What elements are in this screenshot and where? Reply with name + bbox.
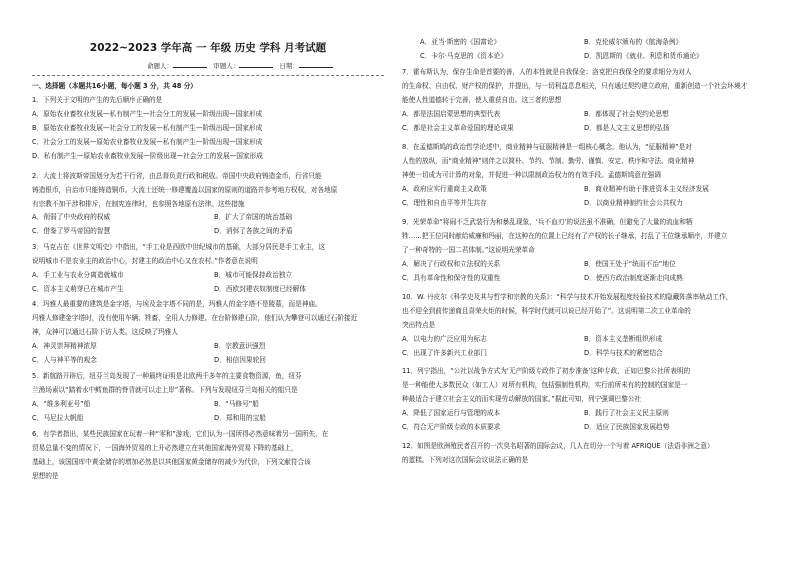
- q11-option-d: D．适应了民族国家发展趋势: [584, 423, 670, 431]
- q9-option-b: B．使国王处于“统而不治”地位: [584, 260, 676, 268]
- question-7-line-2: 的生命权、自由权、财产权的保护，并提出，与一切利益息息相关，只有通过契约建立政府，重新创造一个社会环境才: [402, 82, 748, 90]
- date-blank: [299, 60, 333, 68]
- q6-option-a: A．亚当·斯密的《国富论》: [420, 38, 501, 46]
- question-10-line-1: 10．W. 丹皮尔《科学史及其与哲学和宗教的关系》：“科学与技术开始发展程度经验技术的隐藏阵落率轨动工作，: [402, 293, 733, 301]
- q1-option-d: D．私有制产生—原始农业畜牧业发展—阶级出现—社会分工的发展—国家形成: [32, 152, 263, 160]
- question-2-line-3: 有宗教不加干涉和排斥，在制宪连律时，也参照各地原有法律。这些措施: [32, 200, 245, 208]
- question-11-line-2: 是一种能使大多数民众（如工人）对所有机构，包括强制性机构，实行前所未有的控制的国家是一: [402, 381, 688, 389]
- q8-option-b: B．商业精神有助于推进资本主义经济发展: [584, 185, 709, 193]
- q4-option-c: C．人与神平等的观念: [32, 356, 97, 364]
- author-blank: [173, 60, 207, 68]
- section-heading: 一、选择题（本题共16小题，每小题 3 分，共 48 分）: [32, 82, 197, 90]
- q1-option-a: A．原始农业畜牧业发展—私有制产生—社会分工的发展—阶级出现—国家形成: [32, 110, 263, 118]
- q4-option-a: A．神灵崇拜精神浓厚: [32, 342, 97, 350]
- q6-option-d: D．凯恩斯的《就业、利息和货币通论》: [584, 52, 703, 60]
- author-label: 命题人：: [147, 62, 173, 70]
- q7-option-b: B．都体现了社会契约论思想: [584, 110, 669, 118]
- question-9-line-2: 牲……把王位同时献给威廉和玛丽，在这种在的位置上已经有了产权的长子继承，打乱了王位继承顺序，并建立: [402, 232, 728, 240]
- q10-option-b: B．资本主义垄断组织形成: [584, 335, 663, 343]
- question-3-line-2: 说明城市不是农业主的政治中心，封建主的政治中心又在农村。”作者意在说明: [32, 257, 258, 265]
- question-12-line-1: 12．如图是欧洲殖民者召开的一次臭名昭著的国际会议，几人在切分一个写着 AFRIQUE（法语非洲之意）: [402, 442, 714, 450]
- question-8-line-3: 神使一切成为可计算的对象，并促进一种以限制政治权力的有效手段。孟德斯鸠意在强调: [402, 171, 661, 179]
- q11-option-a: A．降低了国家运行与管理的成本: [402, 409, 501, 417]
- question-11-line-3: 种最适合于建立社会主义的而实现劳动解放的国家。”据此可知，列宁强调巴黎公社: [402, 395, 642, 403]
- question-5-line-2: 兰渔场素以“踏着水中鳕鱼群的脊背就可以走上岸”著称。下列与发现纽芬兰岛相关的船只是: [32, 386, 298, 394]
- q1-option-c: C．社会分工的发展—原始农业畜牧业发展—私有制产生—阶级出现—国家形成: [32, 138, 263, 146]
- q2-option-d: D．消弭了各族之间的矛盾: [214, 227, 293, 235]
- question-8-line-1: 8．在孟德斯鸠的政治哲学论述中，商业精神与征服精神是一组核心概念。他认为，“征服精神”是对: [402, 143, 692, 151]
- question-8-line-2: 人性的放纵，而“商业精神”则伴之以简朴、节约、节制、勤劳、谨慎、安定、秩序和守法。商业精神: [402, 157, 695, 165]
- question-5-line-1: 5．新航路开辟后，纽芬兰岛发现了一种最终证明是北欧两千多年的主要食物资源，鱼，纽芬: [32, 372, 302, 380]
- q3-option-a: A．手工业与农业分离造就城市: [32, 271, 124, 279]
- question-4-line-2: 玛雅人修建金字塔时，没有使用车辆、牲畜，全用人力修建。在台阶修建石阶，他们认为攀登可以通过石阶接近: [32, 314, 358, 322]
- question-7-line-1: 7．霍布斯认为，保存生命是首要的善，人的本性就是自我保全；洛克把自我保全的要求细分为对人: [402, 68, 692, 76]
- q3-option-b: B．城市可能保持政治独立: [214, 271, 293, 279]
- q10-option-d: D．科学与技术的紧密结合: [584, 349, 663, 357]
- q8-option-a: A．政府应实行重商主义政策: [402, 185, 487, 193]
- question-9-line-3: 了一种奇特的一国二君体制。”这说明光荣革命: [402, 246, 535, 254]
- question-1: 1．下列关于文明的产生的先后顺序正确的是: [32, 96, 163, 104]
- exam-meta: [147, 60, 333, 70]
- question-2-line-1: 2．大流士将波斯帝国划分为若干行省，由总督负责行政和税收。帝国中央政府铸造金币，行省只能: [32, 172, 322, 180]
- question-6-line-3: 基础上，该国国库中黄金储存的增加必然是以其他国家黄金储存的减少为代价，下列文献符合该: [32, 458, 311, 466]
- question-3-line-1: 3．马克吉在《世界文明史》中指出，“手工业是西欧中世纪城市的基础，大部分居民是手工业主，这: [32, 243, 326, 251]
- q9-option-a: A．解决了行政权和立法权的关系: [402, 260, 501, 268]
- question-4-line-1: 4．玛雅人最重要的建筑是金字塔，与埃及金字塔不同的是，玛雅人的金字塔不是陵墓，而是神庙。: [32, 300, 322, 308]
- q2-option-a: A．削弱了中央政府的权威: [32, 213, 111, 221]
- date-label: 日期：: [279, 62, 299, 70]
- question-6-line-2: 贸易总量不变的情况下，一国海外贸易的上升必然建立在其他国家海外贸易下降的基础上，: [32, 444, 298, 452]
- q2-option-b: B．扩大了帝国的统治基础: [214, 213, 293, 221]
- question-10-line-2: 也不迎全到前传递商且喜荣火炬的时候，科学时代就可以说已经开始了”。这说明第二次工业革命的: [402, 307, 691, 315]
- right-column: [402, 0, 762, 562]
- q8-option-c: C．理性和自由平等并生共存: [402, 199, 487, 207]
- q4-option-b: B．宗教意识强烈: [214, 342, 266, 350]
- q4-option-d: D．相信因果轮回: [214, 356, 266, 364]
- question-12-line-2: 的蛋糕。下列对这次国际会议说法正确的是: [402, 456, 529, 464]
- q5-option-b: B．“马修号”船: [214, 400, 259, 408]
- q5-option-d: D．郑和用的宝船: [214, 414, 266, 422]
- question-7-line-3: 能使人性道德转于完善，使人重获自由。这三者的思想: [402, 96, 562, 104]
- q5-option-c: C．马尼拉大帆船: [32, 414, 84, 422]
- question-11-line-1: 11．列宁指出，“公社以战争方式为‘无产阶级专政作了初步准备’这种专政，正如巴黎公社所表明的: [402, 367, 691, 375]
- question-9-line-1: 9．光荣革命“将闹不乏武装行为和暴乱现象，‘兵不血刃’的说法虽不准确，但避免了大量的流血和牺: [402, 218, 693, 226]
- question-6-line-4: 思想的是: [32, 472, 59, 480]
- q3-option-d: D．西欧封建农奴制度已经解体: [214, 285, 307, 293]
- q7-option-d: D．都是人文主义思想的弘扬: [584, 124, 670, 132]
- page-title: 2022~2023 学年高 一 年级 历史 学科 月考试题: [89, 42, 327, 54]
- reviewer-blank: [239, 60, 273, 68]
- q6-option-c: C．卡尔·马克思的《资本论》: [420, 52, 508, 60]
- q8-option-d: D．以商业精神制约社会公共权力: [584, 199, 683, 207]
- q1-option-b: B．原始农业畜牧业发展—社会分工的发展—私有制产生—阶级出现—国家形成: [32, 124, 263, 132]
- q9-option-c: C．具有革命性和保守性的双重性: [402, 274, 501, 282]
- q6-option-b: B．克伦威尔颁布的《航海条例》: [584, 38, 683, 46]
- reviewer-label: 审题人：: [213, 62, 240, 70]
- q9-option-d: D．使西方政治制度逐渐走向成熟: [584, 274, 683, 282]
- q7-option-c: C．都是社会主义革命爱国的理论成果: [402, 124, 514, 132]
- q11-option-b: B．践行了社会主义民主原则: [584, 409, 669, 417]
- q5-option-a: A．“维多利亚号”船: [32, 400, 91, 408]
- q10-option-a: A．以电力的广泛应用为标志: [402, 335, 487, 343]
- question-10-line-3: 突出特点是: [402, 321, 436, 329]
- q7-option-a: A．都是法国启蒙思想的典型代表: [402, 110, 501, 118]
- q3-option-c: C．资本主义萌芽已在城市产生: [32, 285, 124, 293]
- q2-option-c: C．借鉴了罗马帝国的智慧: [32, 227, 111, 235]
- header-divider: [32, 75, 384, 76]
- q10-option-c: C．出现了许多新兴工业部门: [402, 349, 487, 357]
- question-2-line-2: 铸造银币，自治市只能铸造铜币。大流士还统一修建覆盖以国家的原则的道路并参考地方权权，对各地原: [32, 186, 338, 194]
- question-4-line-3: 神，众神可以通过石阶下访人类。这反映了玛雅人: [32, 328, 179, 336]
- left-column: [32, 0, 384, 562]
- question-6-line-1: 6．有学者指出，某些民族国家在玩着一种“零和”游戏，它们认为一国所得必然意味着另一国所失，在: [32, 430, 329, 438]
- q11-option-c: C．符合无产阶级专政的本质要求: [402, 423, 501, 431]
